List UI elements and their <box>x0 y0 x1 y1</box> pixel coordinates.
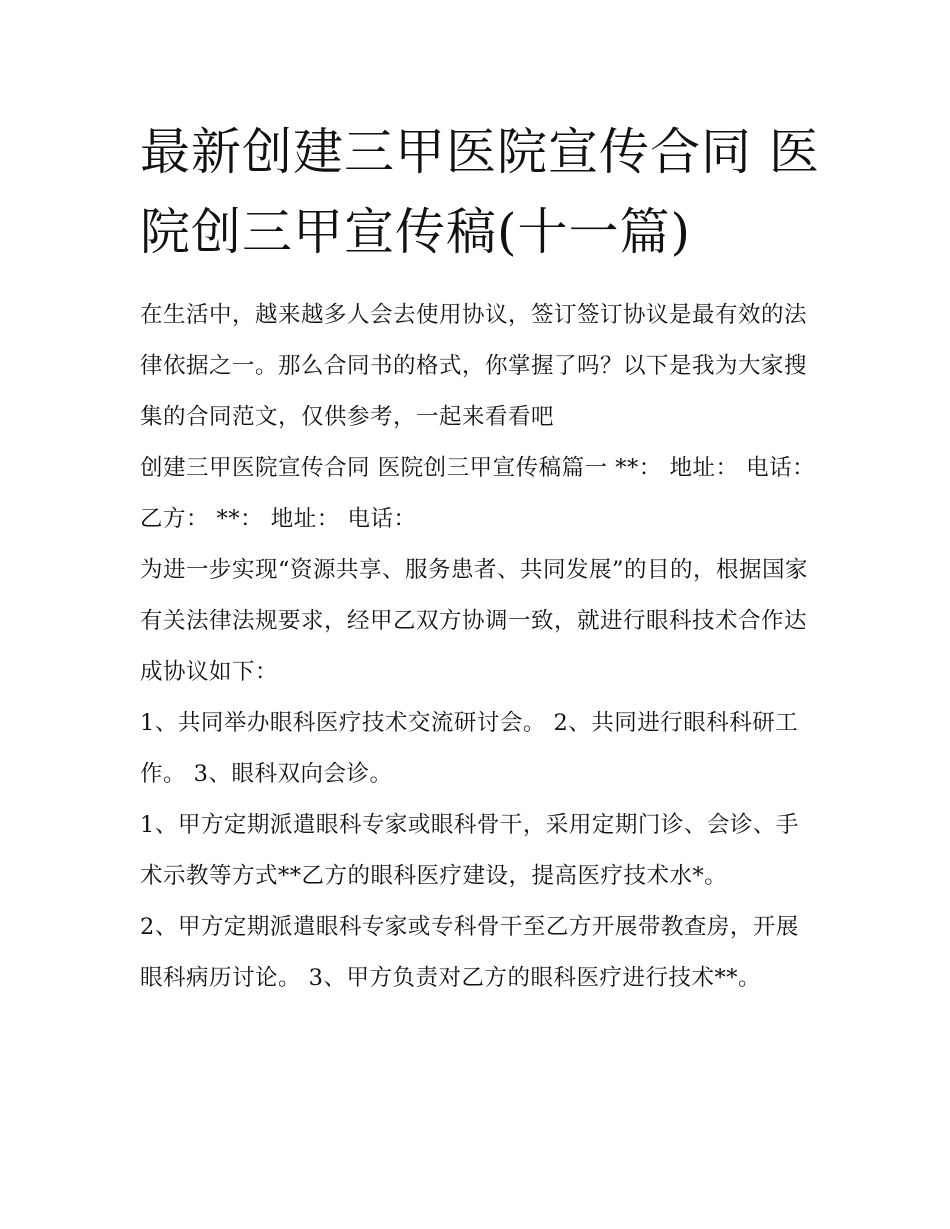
intro-paragraph: 在生活中，越来越多人会去使用协议，签订签订协议是最有效的法律依据之一。那么合同书的格式，你掌握了吗？以下是我为大家搜集的合同范文，仅供参考，一起来看看吧 <box>140 302 808 430</box>
clause-1-paragraph: 1、甲方定期派遣眼科专家或眼科骨干，采用定期门诊、会诊、手术示教等方式**乙方的眼科医疗建设，提高医疗技术水*。 <box>140 812 799 889</box>
document-title: 最新创建三甲医院宣传合同 医院创三甲宣传稿(十一篇) <box>140 123 820 261</box>
cooperation-items-paragraph: 1、共同举办眼科医疗技术交流研讨会。 2、共同进行眼科科研工作。 3、眼科双向会诊。 <box>140 710 799 787</box>
document-page <box>140 112 820 1004</box>
parties-paragraph: 创建三甲医院宣传合同 医院创三甲宣传稿篇一 **： 地址： 电话： 乙方： **： 地址： 电话： <box>140 455 816 532</box>
clause-2-3-paragraph: 2、甲方定期派遣眼科专家或专科骨干至乙方开展带教查房，开展眼科病历讨论。 3、甲方负责对乙方的眼科医疗进行技术**。 <box>140 914 799 991</box>
purpose-paragraph: 为进一步实现“资源共享、服务患者、共同发展”的目的，根据国家有关法律法规要求，经甲乙双方协调一致，就进行眼科技术合作达成协议如下： <box>140 557 809 685</box>
